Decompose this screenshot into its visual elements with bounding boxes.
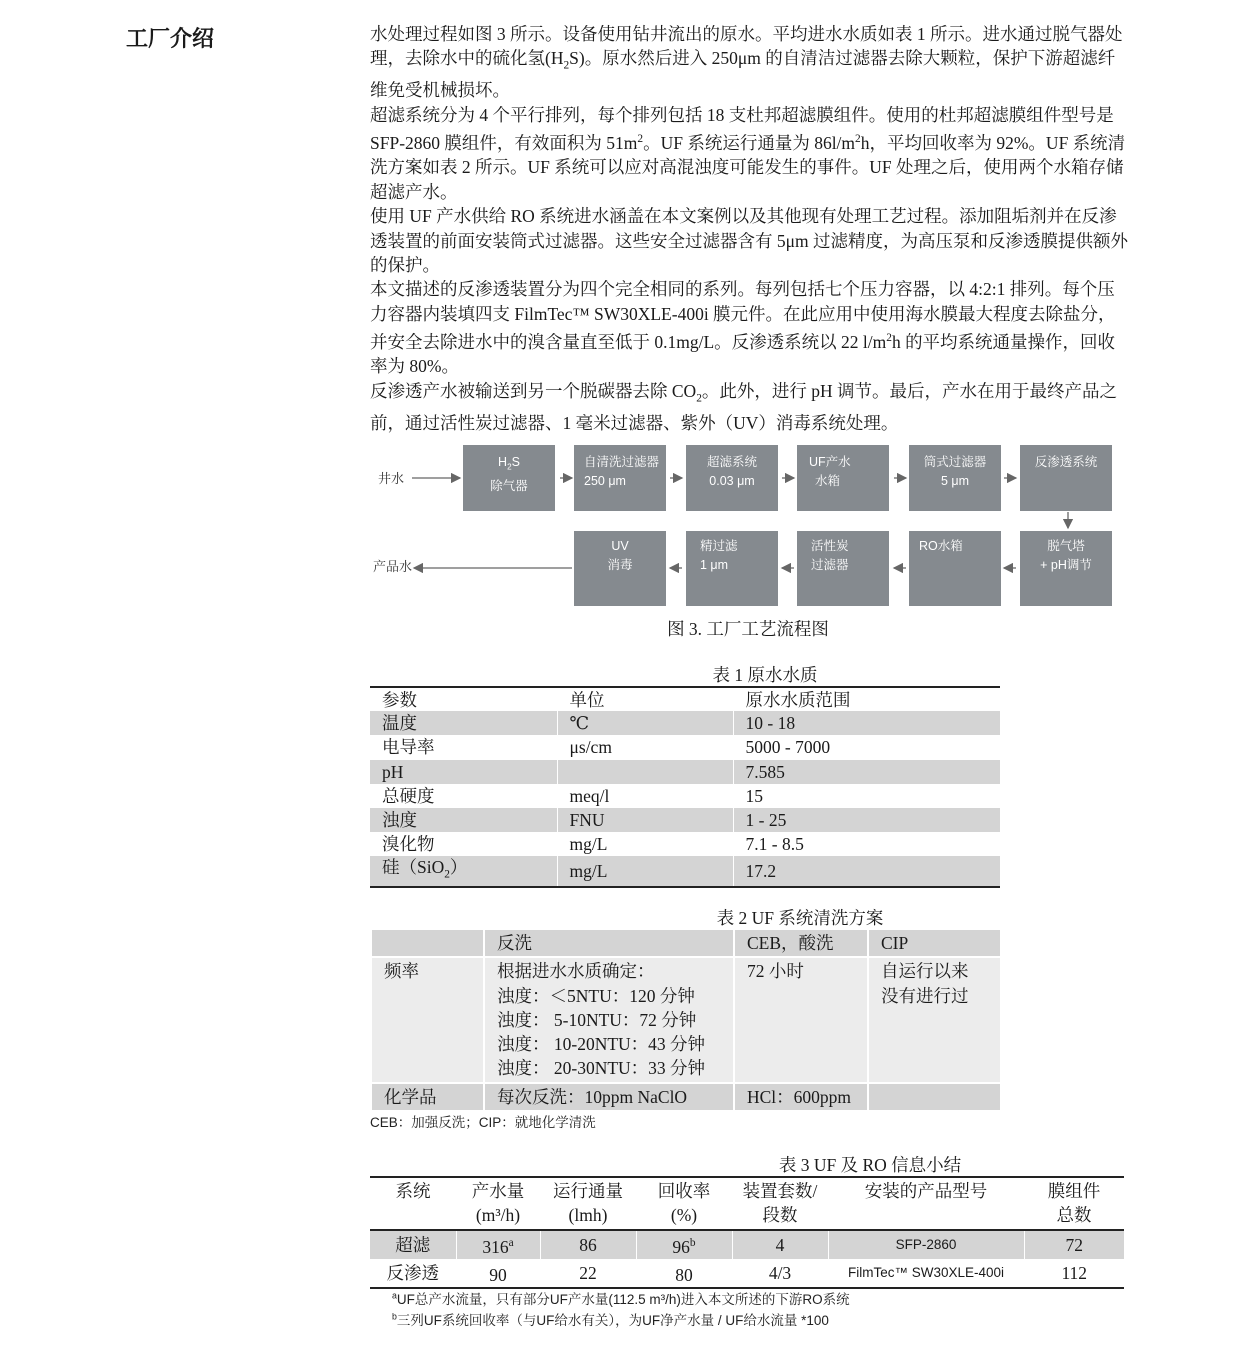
- intro-paragraph-3: 使用 UF 产水供给 RO 系统进水涵盖在本文案例以及其他现有处理工艺过程。添加阻垢剂并在反渗透装置的前面安装筒式过滤器。这些安全过滤器含有 5μm 过滤精度，为高压泵和反渗透膜提供额外的保护。: [370, 206, 1128, 275]
- backwash-frequency-cell: 根据进水水质确定： 浊度：＜5NTU：120 分钟 浊度： 5-10NTU：72 分钟 浊度： 10-20NTU：43 分钟 浊度： 20-30NTU：33 分钟: [484, 957, 734, 1082]
- table-cell: [557, 760, 733, 784]
- header-model: 安装的产品型号: [864, 1181, 988, 1201]
- header-blank: [371, 929, 484, 957]
- table-header-row: [371, 929, 1001, 957]
- flow-box-uf-system: 超滤系统 0.03 μm: [686, 445, 778, 511]
- table-cell: 96$^b$: [636, 1230, 732, 1259]
- header-recovery: 回收率 (%): [657, 1181, 711, 1225]
- table-cell: 溴化物: [382, 834, 435, 855]
- row-label-frequency: 频率: [371, 957, 484, 1082]
- flow-box-uv-disinfection: UV 消毒: [574, 531, 666, 606]
- table-cell: 7.1 - 8.5: [733, 832, 1000, 856]
- flow-box-decarbonator: 脱气塔 + pH调节: [1020, 531, 1112, 606]
- header-total: 膜组件 总数: [1047, 1181, 1101, 1225]
- flow-box-self-cleaning-filter: 自清洗过滤器 250 μm: [574, 445, 666, 511]
- section-title: 工厂介绍: [126, 26, 215, 51]
- raw-water-quality-table: [370, 686, 1000, 888]
- table-cell: 浊度: [382, 810, 417, 831]
- table-cell: FNU: [557, 808, 733, 832]
- table-row: [370, 832, 1000, 856]
- table2-caption: 表 2 UF 系统清洗方案: [716, 908, 884, 928]
- table-row: [370, 711, 1000, 735]
- table-cell: 7.585: [733, 760, 1000, 784]
- flow-box-cartridge-filter: 筒式过滤器 5 μm: [909, 445, 1001, 511]
- cip-frequency-cell: 自运行以来 没有进行过: [868, 957, 1001, 1082]
- table-cell: 22: [540, 1259, 636, 1288]
- flow-box-activated-carbon: 活性炭 过滤器: [797, 531, 889, 606]
- table-cell: 反渗透: [386, 1262, 439, 1283]
- header-flux: 运行通量 (lmh): [553, 1181, 623, 1225]
- row-label-chemicals: 化学品: [371, 1083, 484, 1111]
- backwash-chemical-cell: 每次反洗：10ppm NaClO: [484, 1083, 734, 1111]
- header-backwash: 反洗: [484, 929, 734, 957]
- table-cell: 112: [1024, 1259, 1124, 1288]
- table-cell: 电导率: [382, 737, 435, 758]
- table-row-frequency: [371, 957, 1001, 1082]
- table-cell: 温度: [382, 713, 417, 734]
- table-cell: ℃: [557, 711, 733, 735]
- output-label-product-water: 产品水: [373, 559, 413, 574]
- table3-note-b: $^b$三列UF系统回收率（与UF给水有关），为UF净产水量 / UF给水流量 *100: [392, 1311, 829, 1328]
- table-cell: 4/3: [732, 1259, 828, 1288]
- table-cell: 15: [733, 784, 1000, 808]
- table-cell: meq/l: [557, 784, 733, 808]
- ceb-frequency-cell: 72 小时: [734, 957, 868, 1082]
- table-row-ro: [370, 1259, 1124, 1288]
- ceb-chemical-cell: HCl：600ppm: [734, 1083, 868, 1111]
- table2-note: CEB：加强反洗；CIP：就地化学清洗: [370, 1115, 596, 1130]
- flow-box-ro-tank: RO水箱: [909, 531, 1001, 606]
- flow-box-ro-system: 反渗透系统: [1020, 445, 1112, 511]
- table-cell: mg/L: [557, 856, 733, 887]
- table1-caption: 表 1 原水水质: [712, 665, 818, 685]
- flow-box-degasser: $H_2S$ 除气器: [463, 445, 555, 511]
- header-range: 原水水质范围: [733, 687, 1000, 711]
- table-cell: 4: [732, 1230, 828, 1259]
- table-cell: μs/cm: [557, 735, 733, 759]
- header-cip: CIP: [868, 929, 1001, 957]
- input-label-well-water: 井水: [378, 471, 405, 486]
- table-cell: 86: [540, 1230, 636, 1259]
- table-row-chemicals: [371, 1083, 1001, 1111]
- table-header-row: [370, 1177, 1124, 1230]
- cip-chemical-cell: [868, 1083, 1001, 1111]
- table-cell: 17.2: [733, 856, 1000, 887]
- table-row-uf: [370, 1230, 1124, 1259]
- table-cell: 超滤: [395, 1234, 431, 1255]
- table-cell: 90: [456, 1259, 540, 1288]
- process-flow-diagram: [370, 440, 1120, 612]
- table-cell: 10 - 18: [733, 711, 1000, 735]
- table-cell: FilmTec™ SW30XLE-400i: [828, 1259, 1024, 1288]
- table-cell: 80: [636, 1259, 732, 1288]
- table-row: [370, 735, 1000, 759]
- figure-caption: 图 3. 工厂工艺流程图: [667, 619, 829, 639]
- table-cell: 316$^a$: [456, 1230, 540, 1259]
- table-cell: 5000 - 7000: [733, 735, 1000, 759]
- header-system: 系统: [395, 1181, 431, 1201]
- table-row: [370, 784, 1000, 808]
- header-parameter: 参数: [382, 689, 417, 710]
- intro-paragraph-4: 本文描述的反渗透装置分为四个完全相同的系列。每列包括七个压力容器，以 4:2:1 排列。每个压力容器内装填四支 FilmTec™ SW30XLE-400i 膜元件。在此应用中使用海水膜最大程度去除盐分，并安全去除进水中的溴含量直至低于 0.1mg/L。反渗透系统以 22 $l/m^2h$ 的平均系统通量操作，回收率为 80%。: [370, 279, 1116, 377]
- header-ceb: CEB，酸洗: [734, 929, 868, 957]
- flow-box-uf-tank: UF产水 水箱: [797, 445, 889, 511]
- table3-caption: 表 3 UF 及 RO 信息小结: [778, 1155, 962, 1175]
- intro-paragraph-2: 超滤系统分为 4 个平行排列，每个排列包括 18 支杜邦超滤膜组件。使用的杜邦超滤膜组件型号是 SFP-2860 膜组件，有效面积为 $51m^2$。UF 系统运行通量为 $86l/m^2h$，平均回收率为 92%。UF 系统清洗方案如表 2 所示。UF 系统可以应对高混浊度可能发生的事件。UF 处理之后，使用两个水箱存储超滤产水。: [370, 104, 1126, 202]
- intro-paragraph-5: 反渗透产水被输送到另一个脱碳器去除 $CO_2$。此外，进行 pH 调节。最后，产水在用于最终产品之前，通过活性炭过滤器、1 毫米过滤器、紫外（UV）消毒系统处理。: [370, 380, 1118, 433]
- uf-cleaning-table: [370, 928, 1002, 1112]
- table-cell: 总硬度: [382, 785, 435, 806]
- uf-ro-summary-table: [370, 1176, 1124, 1289]
- table-row: [370, 760, 1000, 784]
- table-cell: 72: [1024, 1230, 1124, 1259]
- flow-box-fine-filter: 精过滤 1 μm: [686, 531, 778, 606]
- table-cell: pH: [382, 761, 404, 782]
- table-cell: SFP-2860: [828, 1230, 1024, 1259]
- table-row: [370, 856, 1000, 887]
- table-header-row: [370, 687, 1000, 711]
- header-flow: 产水量 (m³/h): [471, 1181, 525, 1225]
- table-cell: 1 - 25: [733, 808, 1000, 832]
- table3-note-a: $^a$UF总产水流量，只有部分UF产水量(112.5 m³/h)进入本文所述的下游RO系统: [392, 1290, 850, 1307]
- header-unit: 单位: [557, 687, 733, 711]
- table-cell: mg/L: [557, 832, 733, 856]
- table-cell: 硅（SiO$_2$）: [382, 857, 468, 881]
- table-row: [370, 808, 1000, 832]
- intro-text: [370, 22, 1130, 435]
- intro-paragraph-1: 水处理过程如图 3 所示。设备使用钻井流出的原水。平均进水水质如表 1 所示。进水通过脱气器处理，去除水中的硫化氢$(H_2S)$。原水然后进入 250μm 的自清洁过滤器去除大颗粒，保护下游超滤纤维免受机械损坏。: [370, 24, 1123, 101]
- header-units: 装置套数/ 段数: [742, 1181, 818, 1225]
